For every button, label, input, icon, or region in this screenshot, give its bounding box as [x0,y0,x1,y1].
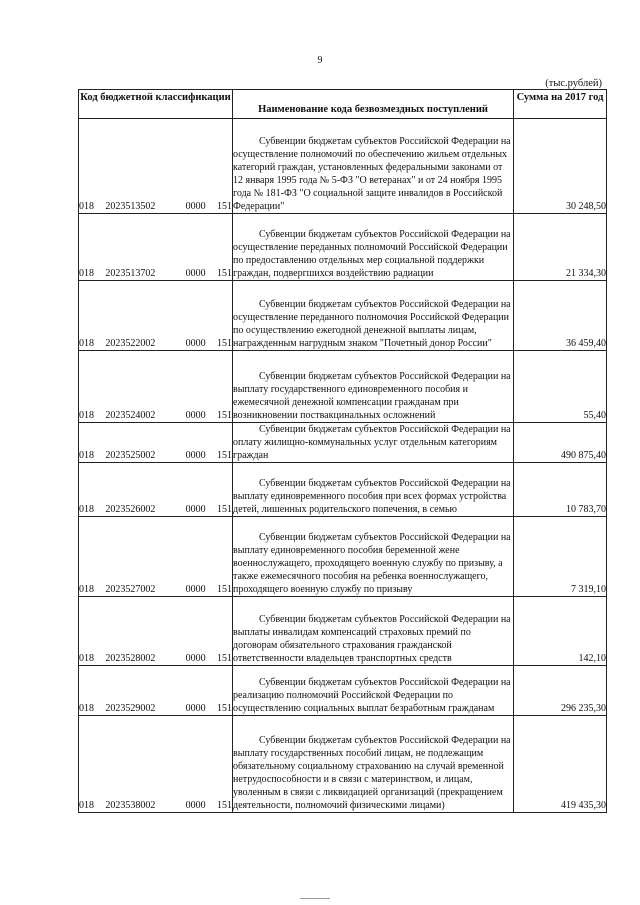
income-code: 2023525002 [105,450,156,461]
program-code: 0000 [185,703,206,714]
amount-cell [514,666,607,716]
table-row [79,597,607,666]
program-code: 0000 [185,450,206,461]
amount-cell [514,597,607,666]
page-number: 9 [317,55,323,66]
amount-value: 7 319,10 [571,584,606,595]
amount-cell [514,351,607,423]
income-name: Субвенции бюджетам субъектов Российской Федерации на осуществление переданных полномочий Российской Федерации по предоставлению отдельных мер социальной поддержки граждан, подвергшихся воздействию радиации [233,229,511,279]
admin-code: 018 [79,584,94,595]
kosgu-code: 151 [216,504,232,515]
header-name: Наименование кода безвозмездных поступлений [233,90,514,119]
kosgu-code: 151 [216,703,232,714]
income-name-cell [233,666,514,716]
table-row [79,351,607,423]
program-code: 0000 [185,584,206,595]
kosgu-code: 151 [216,653,232,664]
kosgu-code: 151 [216,800,232,811]
amount-value: 142,10 [578,653,606,664]
budget-code-cell [79,281,233,351]
income-name-cell [233,281,514,351]
amount-value: 419 435,30 [561,800,606,811]
table-row [79,423,607,463]
amount-cell [514,463,607,517]
amount-cell [514,716,607,813]
table-header-row [79,90,607,119]
income-name-cell [233,351,514,423]
program-code: 0000 [185,504,206,515]
amount-cell [514,119,607,214]
budget-table [78,89,607,813]
income-code: 2023538002 [105,800,156,811]
program-code: 0000 [185,201,206,212]
kosgu-code: 151 [216,201,232,212]
admin-code: 018 [79,450,94,461]
budget-code-cell [79,423,233,463]
kosgu-code: 151 [216,338,232,349]
table-row [79,463,607,517]
admin-code: 018 [79,800,94,811]
income-name: Субвенции бюджетам субъектов Российской Федерации на выплату единовременного пособия при всех формах устройства детей, лишенных родительского попечения, в семью [233,478,511,515]
income-code: 2023526002 [105,504,156,515]
income-name-cell [233,119,514,214]
income-name: Субвенции бюджетам субъектов Российской Федерации на осуществление полномочий по обеспечению жильем отдельных категорий граждан, установленных федеральными законами от 12 января 1995 года № 5-ФЗ "О ветеранах" и от 24 ноября 1995 года № 181-ФЗ "О социальной защите инвалидов в Российской Федерации" [233,136,511,212]
kosgu-code: 151 [216,268,232,279]
kosgu-code: 151 [216,584,232,595]
program-code: 0000 [185,338,206,349]
table-row [79,666,607,716]
table-row [79,281,607,351]
income-name: Субвенции бюджетам субъектов Российской Федерации на оплату жилищно-коммунальных услуг отдельным категориям граждан [233,424,511,461]
income-name: Субвенции бюджетам субъектов Российской Федерации на выплаты инвалидам компенсаций страховых премий по договорам обязательного страхования гражданской ответственности владельцев транспортных средств [233,614,511,664]
program-code: 0000 [185,268,206,279]
income-name: Субвенции бюджетам субъектов Российской Федерации на выплату единовременного пособия беременной жене военнослужащего, проходящего военную службу по призыву, а также ежемесячного пособия на ребенка военнослужащего, проходящего военную службу по призыву [233,532,511,595]
budget-code-cell [79,666,233,716]
income-name-cell [233,597,514,666]
amount-cell [514,281,607,351]
header-code: Код бюджетной классификации [79,90,233,119]
admin-code: 018 [79,201,94,212]
admin-code: 018 [79,268,94,279]
income-name: Субвенции бюджетам субъектов Российской Федерации на осуществление переданного полномочия Российской Федерации по осуществлению ежегодной денежной выплаты лицам, награжденным нагрудным знаком "Почетный донор России" [233,299,511,349]
income-name: Субвенции бюджетам субъектов Российской Федерации на выплату государственного единовременного пособия и ежемесячной денежной компенсации гражданам при возникновении поствакцинальных осложнений [233,371,511,421]
amount-cell [514,517,607,597]
income-code: 2023529002 [105,703,156,714]
amount-value: 30 248,50 [566,201,606,212]
program-code: 0000 [185,653,206,664]
header-amount: Сумма на 2017 год [514,90,607,119]
budget-code-cell [79,214,233,281]
income-code: 2023513502 [105,201,156,212]
admin-code: 018 [79,653,94,664]
table-row [79,119,607,214]
amount-value: 36 459,40 [566,338,606,349]
program-code: 0000 [185,410,206,421]
income-name: Субвенции бюджетам субъектов Российской Федерации на реализацию полномочий Российской Федерации по осуществлению социальных выплат безработным гражданам [233,677,511,714]
budget-code-cell [79,463,233,517]
kosgu-code: 151 [216,450,232,461]
income-name-cell [233,463,514,517]
amount-value: 490 875,40 [561,450,606,461]
amount-cell [514,214,607,281]
admin-code: 018 [79,338,94,349]
program-code: 0000 [185,800,206,811]
amount-value: 296 235,30 [561,703,606,714]
income-name-cell [233,214,514,281]
budget-code-cell [79,716,233,813]
income-name-cell [233,716,514,813]
income-name: Субвенции бюджетам субъектов Российской Федерации на выплату государственных пособий лицам, не подлежащим обязательному социальному страхованию на случай временной нетрудоспособности и в связи с материнством, и лицам, уволенным в связи с ликвидацией организаций (прекращением деятельности, полномочий физическими лицами) [233,735,511,811]
kosgu-code: 151 [216,410,232,421]
admin-code: 018 [79,504,94,515]
income-code: 2023524002 [105,410,156,421]
footer-mark [300,898,330,899]
budget-code-cell [79,351,233,423]
amount-value: 10 783,70 [566,504,606,515]
table-row [79,716,607,813]
income-code: 2023522002 [105,338,156,349]
table-row [79,214,607,281]
income-code: 2023527002 [105,584,156,595]
admin-code: 018 [79,410,94,421]
units-label: (тыс.рублей) [545,78,602,89]
amount-value: 21 334,30 [566,268,606,279]
income-name-cell [233,423,514,463]
budget-code-cell [79,517,233,597]
table-row [79,517,607,597]
admin-code: 018 [79,703,94,714]
amount-value: 55,40 [583,410,606,421]
income-name-cell [233,517,514,597]
amount-cell [514,423,607,463]
budget-code-cell [79,119,233,214]
income-code: 2023528002 [105,653,156,664]
budget-code-cell [79,597,233,666]
income-code: 2023513702 [105,268,156,279]
